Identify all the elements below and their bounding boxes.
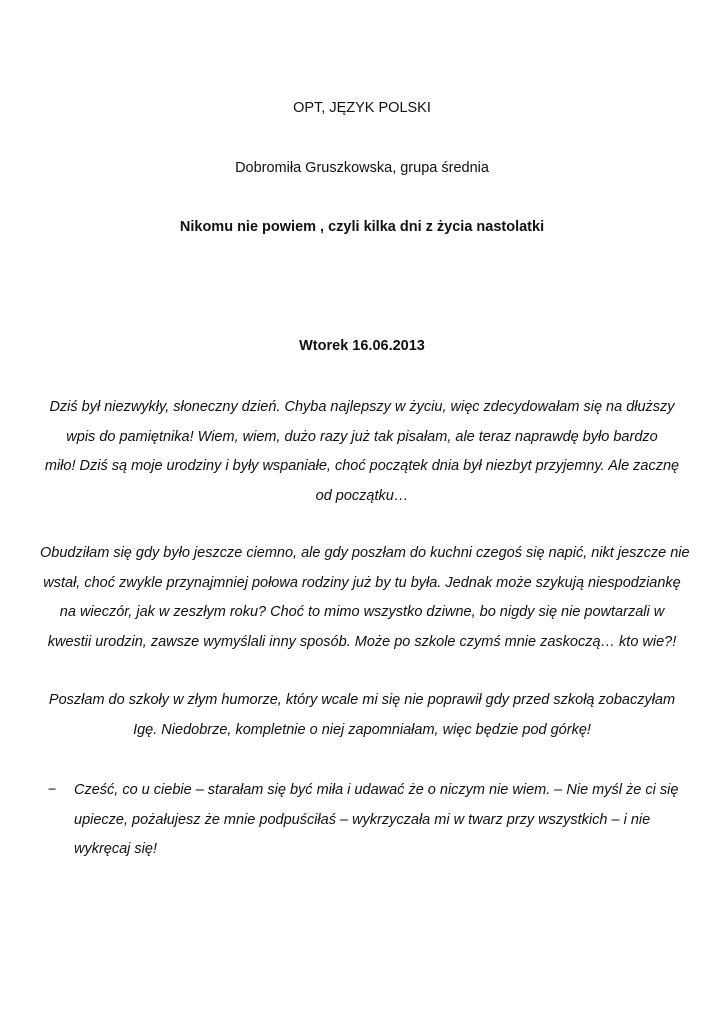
paragraph-line: miło! Dziś są moje urodziny i były wspaniałe, choć początek dnia był niezbyt przyjemny. Ale zacznę [44,458,680,474]
document-title: Nikomu nie powiem , czyli kilka dni z życia nastolatki [179,219,545,235]
paragraph-2 [40,539,690,657]
paragraph-line: wstał, choć zwykle przynajmniej połowa rodziny już by tu była. Jednak może szykują niespodziankę [43,574,681,591]
paragraph-line: Poszłam do szkoły w złym humorze, który wcale mi się nie poprawił gdy przed szkołą zobaczyłam [48,692,676,708]
dialogue-text [74,776,688,865]
dialogue-bullet: − [48,782,57,798]
subject-heading: OPT, JĘZYK POLSKI [293,100,431,116]
paragraph-line: na wieczór, jak w zeszłym roku? Choć to mimo wszystko dziwne, bo nigdy się nie powtarzali w [59,604,665,620]
paragraph-line: Obudziłam się gdy było jeszcze ciemno, ale gdy poszłam do kuchni czegoś się napić, nikt jeszcze nie [40,545,690,561]
paragraph-line: Igę. Niedobrze, kompletnie o niej zapomniałam, więc będzie pod górkę! [133,721,591,738]
paragraph-1 [40,393,684,511]
dialogue-line: wykręcaj się! [74,841,157,857]
dialogue-line: Cześć, co u ciebie – starałam się być miła i udawać że o niczym nie wiem. – Nie myśl że ci się [74,782,679,798]
dialogue-line: upiecze, pożałujesz że mnie podpuściłaś – wykrzyczała mi w twarz przy wszystkich – i nie [74,811,651,828]
author-line: Dobromiła Gruszkowska, grupa średnia [235,160,489,176]
paragraph-line: od początku… [315,487,409,504]
paragraph-line: Dziś był niezwykły, słoneczny dzień. Chyba najlepszy w życiu, więc zdecydowałam się na dłuższy [49,399,675,415]
paragraph-3 [40,686,684,745]
paragraph-line: wpis do pamiętnika! Wiem, wiem, dużo razy już tak pisałam, ale teraz naprawdę było bardzo [66,428,658,445]
entry-date-heading: Wtorek 16.06.2013 [299,338,425,354]
paragraph-line: kwestii urodzin, zawsze wymyślali inny sposób. Może po szkole czymś mnie zaskoczą… kto wie?! [47,633,677,650]
